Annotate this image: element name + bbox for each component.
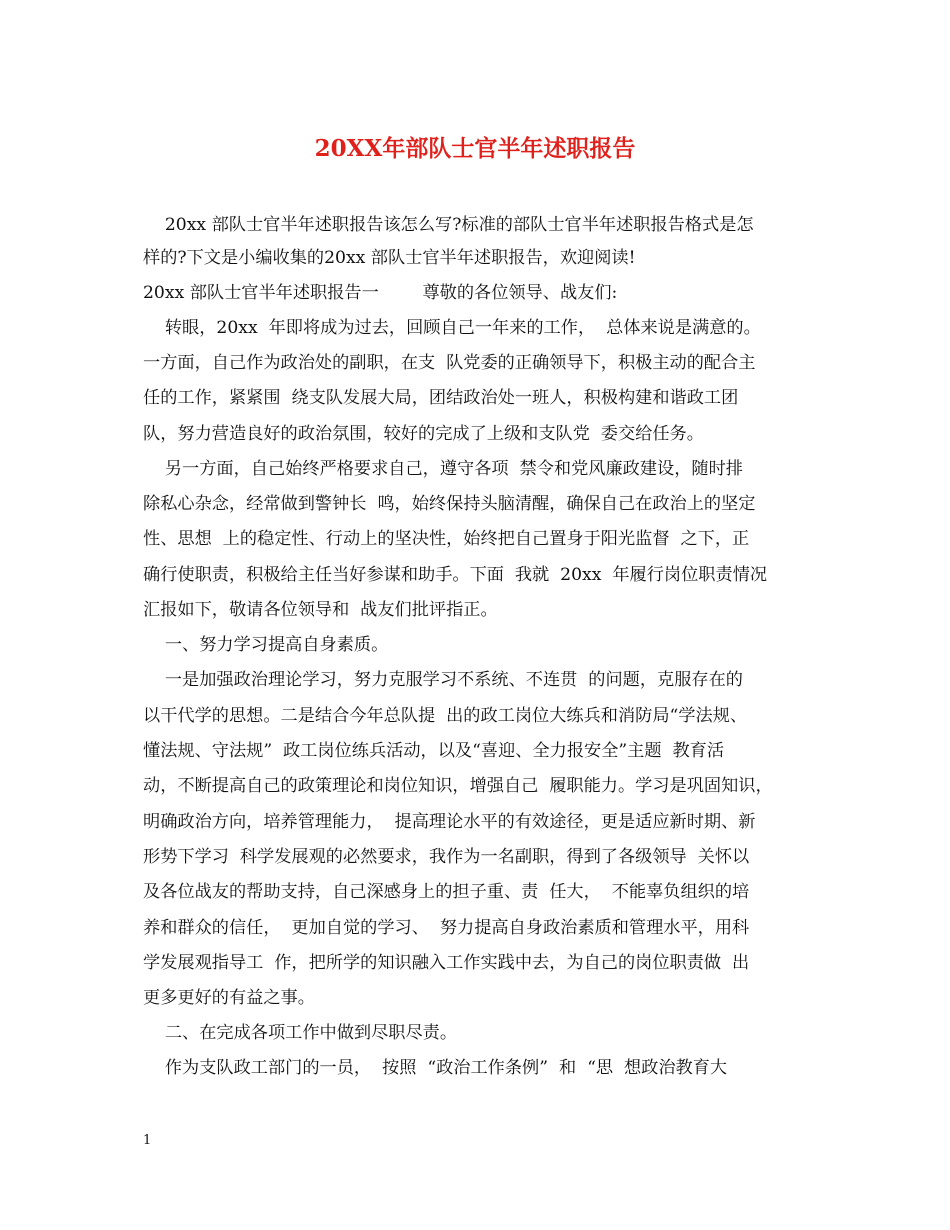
body-line: 性、思想 上的稳定性、行动上的坚决性，始终把自己置身于阳光监督 之下，正 — [143, 529, 750, 549]
body-line: 20xx 部队士官半年述职报告一 尊敬的各位领导、战友们: — [143, 283, 618, 303]
body-line: 养和群众的信任， 更加自觉的学习、 努力提高自身政治素质和管理水平，用科 — [143, 918, 750, 938]
body-line: 明确政治方向，培养管理能力， 提高理论水平的有效途径，更是适应新时期、新 — [143, 812, 756, 832]
body-line: 除私心杂念，经常做到警钟长 鸣，始终保持头脑清醒，确保自己在政治上的坚定 — [143, 494, 756, 514]
body-line: 懂法规、守法规” 政工岗位练兵活动，以及“喜迎、全力报安全”主题 教育活 — [143, 741, 725, 761]
body-line: 汇报如下，敬请各位领导和 战友们批评指正。 — [143, 600, 498, 620]
body-line: 队，努力营造良好的政治氛围，较好的完成了上级和支队党 委交给任务。 — [143, 424, 704, 444]
body-line: 更多更好的有益之事。 — [143, 988, 315, 1008]
document-title: 20XX年部队士官半年述职报告 — [314, 135, 636, 162]
body-line: 20xx 部队士官半年述职报告该怎么写?标准的部队士官半年述职报告格式是怎 — [143, 215, 754, 235]
body-line: 一方面，自己作为政治处的副职，在支 队党委的正确领导下，积极主动的配合主 — [143, 353, 756, 373]
body-line: 以干代学的思想。二是结合今年总队提 出的政工岗位大练兵和消防局“学法规、 — [143, 706, 748, 726]
body-line: 另一方面，自己始终严格要求自己，遵守各项 禁令和党风廉政建设，随时排 — [143, 459, 743, 479]
body-line: 作为支队政工部门的一员， 按照 “政治工作条例” 和 “思 想政治教育大 — [143, 1058, 728, 1078]
body-line: 一是加强政治理论学习，努力克服学习不系统、不连贯 的问题，克服存在的 — [143, 670, 743, 690]
body-line: 动，不断提高自己的政策理论和岗位知识，增强自己 履职能力。学习是巩固知识， — [143, 776, 773, 796]
body-line: 形势下学习 科学发展观的必然要求，我作为一名副职，得到了各级领导 关怀以 — [143, 847, 750, 867]
body-line: 样的?下文是小编收集的20xx 部队士官半年述职报告，欢迎阅读! — [143, 248, 636, 268]
body-line: 任的工作，紧紧围 绕支队发展大局，团结政治处一班人，积极构建和谐政工团 — [143, 388, 739, 408]
body-line: 确行使职责，积极给主任当好参谋和助手。下面 我就 20xx 年履行岗位职责情况 — [143, 565, 768, 585]
body-line: 及各位战友的帮助支持，自己深感身上的担子重、责 任大， 不能辜负组织的培 — [143, 882, 750, 902]
body-line: 一、努力学习提高自身素质。 — [143, 635, 389, 655]
body-line: 二、在完成各项工作中做到尽职尽责。 — [143, 1023, 458, 1043]
body-line: 转眼，20xx 年即将成为过去，回顾自己一年来的工作， 总体来说是满意的。 — [143, 318, 761, 338]
page-number: 1 — [143, 1133, 152, 1148]
body-line: 学发展观指导工 作，把所学的知识融入工作实践中去，为自己的岗位职责做 出 — [143, 953, 750, 973]
